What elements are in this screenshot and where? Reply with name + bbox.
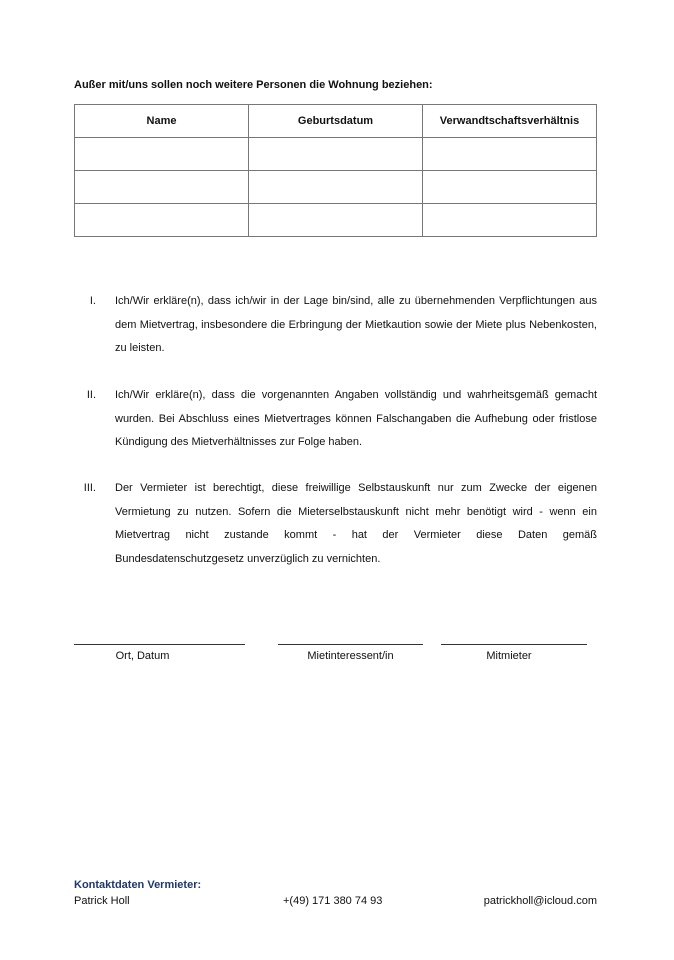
landlord-email: patrickholl@icloud.com <box>483 895 597 907</box>
column-header-birthdate: Geburtsdatum <box>249 105 423 138</box>
signature-line-applicant[interactable] <box>278 644 423 645</box>
co-residents-table <box>74 104 597 237</box>
cell-relationship[interactable] <box>423 171 597 204</box>
item-text: Ich/Wir erkläre(n), dass ich/wir in der Lage bin/sind, alle zu übernehmenden Verpflichtungen aus dem Mietvertrag, insbesondere die Erbringung der Mietkaution sowie der Miete plus Nebenkosten, zu leisten. <box>115 295 597 354</box>
cell-relationship[interactable] <box>423 138 597 171</box>
table-row <box>75 171 597 204</box>
landlord-phone: +(49) 171 380 74 93 <box>283 895 383 907</box>
cell-name[interactable] <box>75 204 249 237</box>
cell-birthdate[interactable] <box>249 204 423 237</box>
item-number: II. <box>86 389 96 401</box>
item-text: Der Vermieter ist berechtigt, diese freiwillige Selbstauskunft nur zum Zwecke der eigenen Vermietung zu nutzen. Sofern die Mieterselbstauskunft nicht mehr benötigt wird - wenn ein Mietvertrag nicht zustande kommt - hat der Vermieter diese Daten gemäß Bundesdatenschutzgesetz unverzüglich zu vernichten. <box>115 482 597 565</box>
column-header-relationship: Verwandtschaftsverhältnis <box>423 105 597 138</box>
item-text: Ich/Wir erkläre(n), dass die vorgenannten Angaben vollständig und wahrheitsgemäß gemacht wurden. Bei Abschluss eines Mietvertrages können Falschangaben die Aufhebung oder fristlose Kündigung des Mietverhältnisses zur Folge haben. <box>115 389 597 448</box>
cell-birthdate[interactable] <box>249 138 423 171</box>
signature-line-co-tenant[interactable] <box>441 644 587 645</box>
landlord-name: Patrick Holl <box>74 895 130 907</box>
item-number: III. <box>83 482 96 494</box>
table-row <box>75 138 597 171</box>
applicant-label: Mietinteressent/in <box>307 650 394 662</box>
signature-line-place-date[interactable] <box>74 644 245 645</box>
co-tenant-label: Mitmieter <box>486 650 532 662</box>
cell-name[interactable] <box>75 171 249 204</box>
item-number: I. <box>89 295 96 307</box>
table-row <box>75 204 597 237</box>
cell-relationship[interactable] <box>423 204 597 237</box>
cell-name[interactable] <box>75 138 249 171</box>
column-header-name: Name <box>75 105 249 138</box>
cell-birthdate[interactable] <box>249 171 423 204</box>
landlord-contact-heading: Kontaktdaten Vermieter: <box>74 879 202 891</box>
co-residents-heading: Außer mit/uns sollen noch weitere Personen die Wohnung beziehen: <box>74 79 433 91</box>
place-date-label: Ort, Datum <box>115 650 170 662</box>
table-header-row <box>75 105 597 138</box>
